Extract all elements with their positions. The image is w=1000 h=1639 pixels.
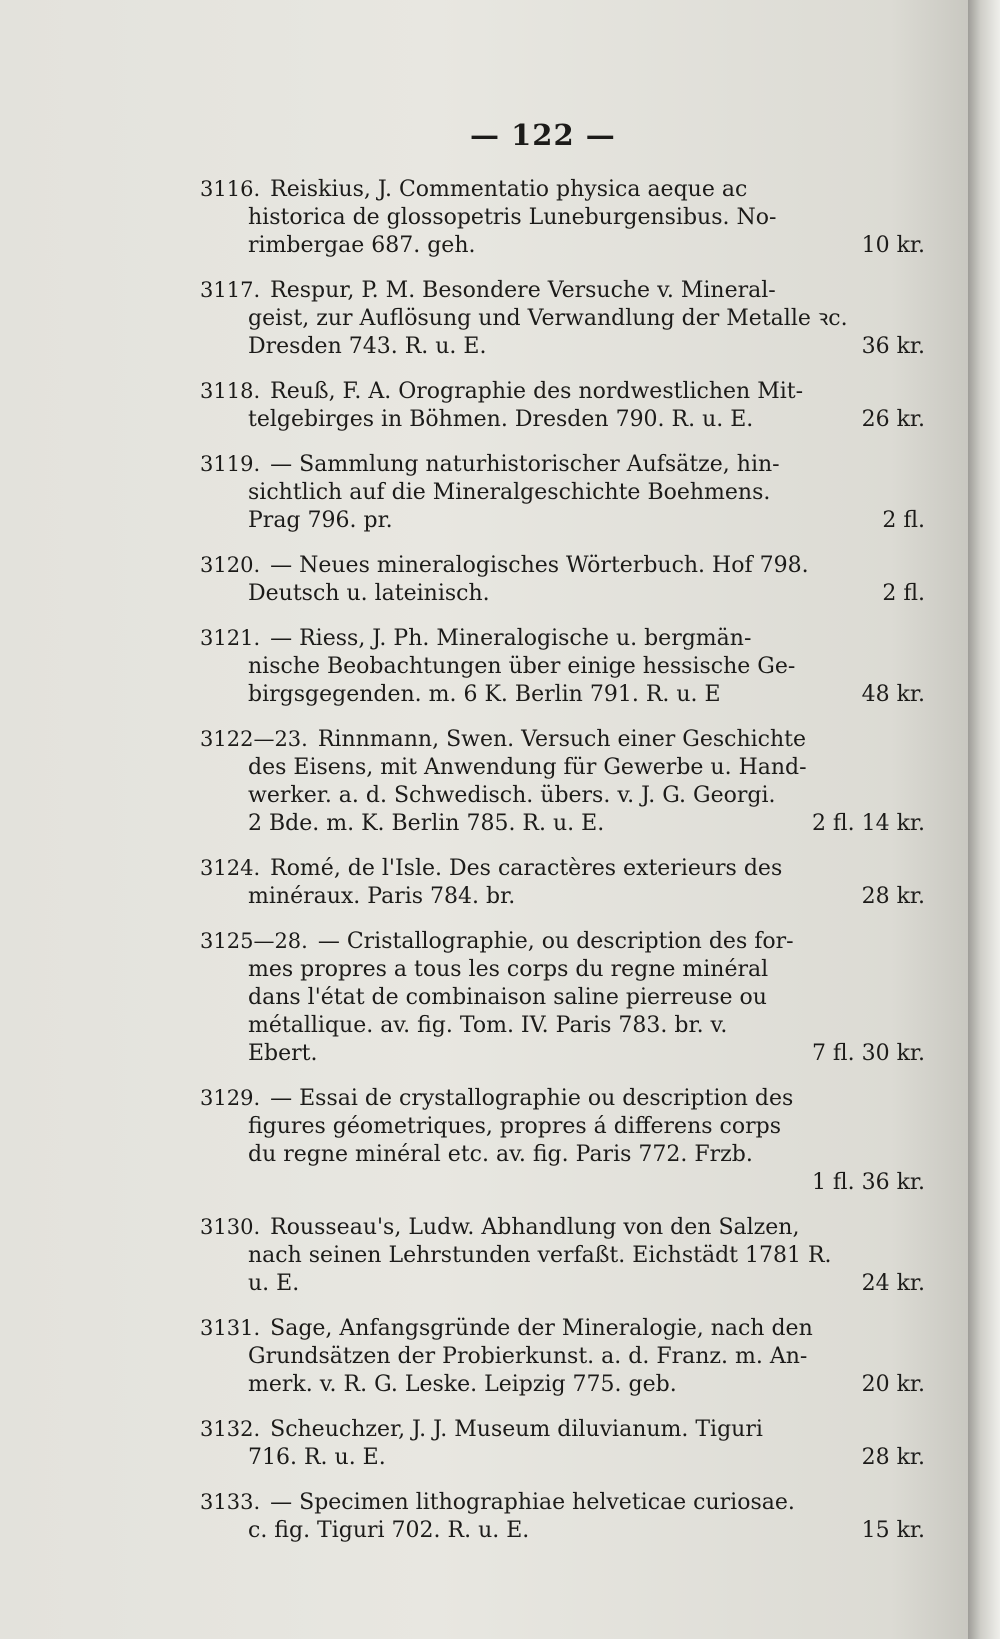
entry-line-text-group (200, 450, 780, 479)
entry-price: 28 kr. (861, 1445, 925, 1470)
entry-line-text-group (248, 232, 476, 260)
entry-line (200, 1444, 925, 1472)
entry-number: 3130. (200, 1215, 261, 1239)
entry-line (200, 810, 925, 838)
entry-line (200, 1371, 925, 1399)
entry-line-text-group (248, 1343, 807, 1371)
entry-text: c. fig. Tiguri 702. R. u. E. (248, 1518, 530, 1543)
entry-line (200, 1113, 925, 1141)
entry-line (200, 1084, 925, 1113)
entry-number: 3124. (200, 856, 261, 880)
entry-line-text-group (200, 1084, 793, 1113)
entry-line (200, 1270, 925, 1298)
catalog-entry (200, 1488, 925, 1545)
entry-number: 3129. (200, 1086, 261, 1110)
entry-number: 3131. (200, 1316, 261, 1340)
catalog-entry (200, 175, 925, 260)
entry-line-text-group (248, 1517, 529, 1545)
page-number: — 122 — (470, 118, 616, 152)
entry-line-text-group (248, 1040, 318, 1068)
entry-text: Grundsätzen der Probierkunst. a. d. Franz. m. An- (248, 1344, 808, 1369)
catalog-entries (200, 175, 925, 1561)
catalog-entry (200, 725, 925, 838)
entry-text: — Riess, J. Ph. Mineralogische u. bergmän- (270, 626, 752, 651)
catalog-entry (200, 624, 925, 709)
entry-line (200, 1415, 925, 1444)
entry-text: sichtlich auf die Mineralgeschichte Boehmens. (248, 480, 771, 505)
entry-line (200, 1012, 925, 1040)
catalog-entry (200, 927, 925, 1068)
catalog-entry (200, 1415, 925, 1472)
catalog-entry (200, 450, 925, 535)
entry-text: Dresden 743. R. u. E. (248, 334, 487, 359)
entry-line-text-group (248, 1371, 677, 1399)
entry-line (200, 725, 925, 754)
entry-price: 24 kr. (861, 1271, 925, 1296)
entry-price: 15 kr. (861, 1518, 925, 1543)
entry-number: 3122—23. (200, 727, 308, 751)
entry-text: — Essai de crystallographie ou description des (270, 1086, 794, 1111)
entry-price: 2 fl. (882, 581, 925, 606)
entry-line-text-group (248, 305, 848, 333)
entry-line-text-group (200, 927, 794, 956)
entry-text: werker. a. d. Schwedisch. übers. v. J. G. Georgi. (248, 783, 776, 808)
catalog-entry (200, 276, 925, 361)
entry-number: 3120. (200, 553, 261, 577)
entry-line-text-group (200, 854, 782, 883)
entry-line-text-group (200, 1415, 763, 1444)
entry-line-text-group (248, 810, 604, 838)
entry-line (200, 175, 925, 204)
entry-number: 3116. (200, 177, 261, 201)
catalog-entry (200, 551, 925, 608)
entry-text: — Sammlung naturhistorischer Aufsätze, hin- (270, 452, 780, 477)
entry-line-text-group (248, 507, 393, 535)
entry-line (200, 232, 925, 260)
entry-text: mes propres a tous les corps du regne minéral (248, 957, 769, 982)
entry-text: minéraux. Paris 784. br. (248, 884, 516, 909)
entry-line (200, 333, 925, 361)
entry-text: figures géometriques, propres á differens corps (248, 1114, 781, 1139)
entry-text: Rinnmann, Swen. Versuch einer Geschichte (317, 727, 807, 752)
entry-text: — Cristallographie, ou description des for- (317, 929, 794, 954)
entry-line (200, 479, 925, 507)
entry-text: dans l'état de combinaison saline pierreuse ou (248, 985, 767, 1010)
entry-line-text-group (248, 984, 767, 1012)
entry-text: — Neues mineralogisches Wörterbuch. Hof 798. (270, 553, 809, 578)
entry-line (200, 624, 925, 653)
entry-number: 3121. (200, 626, 261, 650)
entry-text: merk. v. R. G. Leske. Leipzig 775. geb. (248, 1372, 677, 1397)
entry-line (200, 1488, 925, 1517)
entry-number: 3119. (200, 452, 261, 476)
entry-line-text-group (248, 1242, 832, 1270)
entry-text: Rousseau's, Ludw. Abhandlung von den Salzen, (270, 1215, 800, 1240)
entry-text: des Eisens, mit Anwendung für Gewerbe u. Hand- (248, 755, 807, 780)
entry-text: — Specimen lithographiae helveticae curiosae. (270, 1490, 795, 1515)
entry-line (200, 1213, 925, 1242)
entry-line-text-group (200, 1314, 813, 1343)
entry-line (200, 1141, 925, 1169)
entry-line-text-group (248, 681, 721, 709)
entry-price: 2 fl. (882, 508, 925, 533)
entry-price: 2 fl. 14 kr. (811, 811, 925, 836)
entry-line (200, 681, 925, 709)
catalog-entry (200, 1084, 925, 1197)
entry-line (200, 782, 925, 810)
entry-line-text-group (200, 1213, 799, 1242)
entry-line (200, 305, 925, 333)
entry-number: 3133. (200, 1490, 261, 1514)
entry-price: 28 kr. (861, 884, 925, 909)
entry-line-text-group (200, 1488, 795, 1517)
entry-price: 36 kr. (861, 334, 925, 359)
entry-line-text-group (248, 1270, 299, 1298)
catalog-entry (200, 377, 925, 434)
entry-number: 3125—28. (200, 929, 308, 953)
entry-price: 48 kr. (861, 682, 925, 707)
entry-number: 3132. (200, 1417, 261, 1441)
entry-line (200, 1169, 925, 1197)
entry-line (200, 276, 925, 305)
entry-line-text-group (248, 204, 776, 232)
entry-line-text-group (248, 1444, 386, 1472)
entry-line-text-group (200, 175, 747, 204)
entry-line (200, 1242, 925, 1270)
entry-text: telgebirges in Böhmen. Dresden 790. R. u. E. (248, 407, 754, 432)
entry-number: 3117. (200, 278, 261, 302)
entry-line (200, 204, 925, 232)
entry-line-text-group (248, 580, 490, 608)
entry-text: nach seinen Lehrstunden verfaßt. Eichstädt 1781 R. (248, 1243, 832, 1268)
entry-line-text-group (248, 479, 770, 507)
entry-price: 20 kr. (861, 1372, 925, 1397)
entry-line-text-group (248, 1113, 781, 1141)
entry-line (200, 1040, 925, 1068)
entry-price: 1 fl. 36 kr. (811, 1170, 925, 1195)
entry-line (200, 406, 925, 434)
page-edge (968, 0, 1000, 1639)
entry-line-text-group (248, 754, 807, 782)
entry-line (200, 507, 925, 535)
entry-line-text-group (248, 333, 486, 361)
entry-text: nische Beobachtungen über einige hessische Ge- (248, 654, 796, 679)
entry-number: 3118. (200, 379, 261, 403)
entry-text: Sage, Anfangsgründe der Mineralogie, nach den (270, 1316, 813, 1341)
entry-text: Ebert. (248, 1041, 318, 1066)
entry-line-text-group (248, 956, 768, 984)
entry-line (200, 1343, 925, 1371)
entry-text: 716. R. u. E. (248, 1445, 386, 1470)
entry-line (200, 1314, 925, 1343)
entry-line (200, 1517, 925, 1545)
entry-text: historica de glossopetris Luneburgensibus. No- (248, 205, 777, 230)
entry-line-text-group (248, 653, 795, 681)
catalog-entry (200, 1314, 925, 1399)
entry-text: Scheuchzer, J. J. Museum diluvianum. Tiguri (270, 1417, 763, 1442)
entry-line-text-group (248, 1141, 753, 1169)
entry-text: Romé, de l'Isle. Des caractères exterieurs des (270, 856, 783, 881)
entry-line-text-group (200, 624, 751, 653)
entry-text: Reiskius, J. Commentatio physica aeque ac (270, 177, 748, 202)
entry-line (200, 450, 925, 479)
entry-text: Prag 796. pr. (248, 508, 393, 533)
entry-line-text-group (200, 725, 806, 754)
entry-line (200, 927, 925, 956)
entry-line-text-group (248, 782, 775, 810)
entry-line (200, 580, 925, 608)
entry-line (200, 956, 925, 984)
entry-line (200, 754, 925, 782)
entry-text: u. E. (248, 1271, 300, 1296)
catalog-entry (200, 854, 925, 911)
catalog-entry (200, 1213, 925, 1298)
entry-line-text-group (248, 883, 515, 911)
entry-price: 26 kr. (861, 407, 925, 432)
entry-line (200, 653, 925, 681)
entry-text: birgsgegenden. m. 6 K. Berlin 791. R. u. E (248, 682, 721, 707)
entry-text: Respur, P. M. Besondere Versuche v. Mineral- (270, 278, 776, 303)
entry-text: geist, zur Auflösung und Verwandlung der Metalle ꝛc. (248, 306, 848, 331)
entry-line (200, 551, 925, 580)
entry-line (200, 984, 925, 1012)
entry-line-text-group (200, 551, 809, 580)
entry-line-text-group (200, 276, 776, 305)
entry-line (200, 854, 925, 883)
entry-line-text-group (248, 406, 753, 434)
entry-line-text-group (248, 1012, 727, 1040)
entry-text: métallique. av. fig. Tom. IV. Paris 783. br. v. (248, 1013, 728, 1038)
entry-line (200, 377, 925, 406)
entry-price: 10 kr. (861, 233, 925, 258)
entry-text: rimbergae 687. geh. (248, 233, 476, 258)
entry-text: du regne minéral etc. av. fig. Paris 772. Frzb. (248, 1142, 753, 1167)
entry-line-text-group (200, 377, 803, 406)
entry-text: Reuß, F. A. Orographie des nordwestlichen Mit- (270, 379, 804, 404)
entry-text: 2 Bde. m. K. Berlin 785. R. u. E. (248, 811, 605, 836)
entry-text: Deutsch u. lateinisch. (248, 581, 490, 606)
entry-price: 7 fl. 30 kr. (811, 1041, 925, 1066)
entry-line (200, 883, 925, 911)
